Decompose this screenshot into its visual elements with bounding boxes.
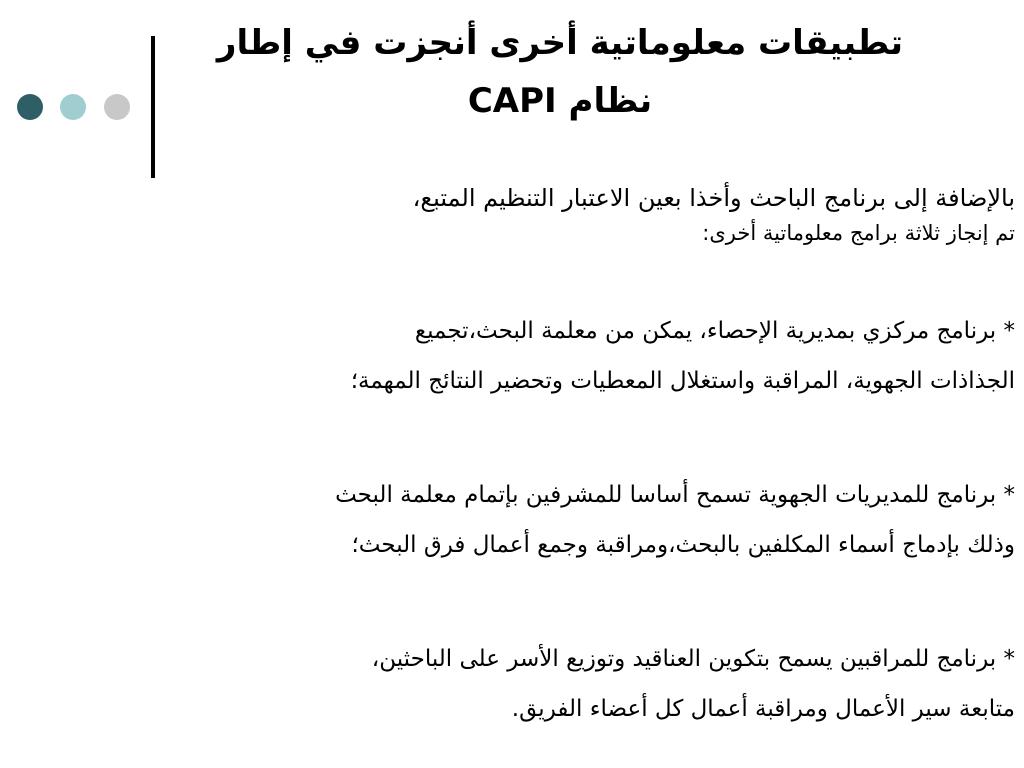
intro-line-1: بالإضافة إلى برنامج الباحث وأخذا بعين الاعتبار التنظيم المتبع،: [412, 184, 1015, 212]
slide-body: [155, 178, 1015, 734]
bullet-line: * برنامج مركزي بمديرية الإحصاء، يمكن من معلمة البحث،تجميع: [414, 318, 1015, 344]
slide-title-line-2: نظام CAPI: [467, 81, 653, 121]
decorative-dot-gray: [104, 94, 130, 120]
slide-title-line-1: تطبيقات معلوماتية أخرى أنجزت في إطار: [216, 23, 904, 63]
slide-title: [170, 14, 950, 130]
bullet-item-regional-program: [155, 470, 1015, 570]
decorative-dot-dark: [17, 94, 43, 120]
intro-line-2: تم إنجاز ثلاثة برامج معلوماتية أخرى:: [702, 221, 1015, 245]
bullet-item-central-program: [155, 306, 1015, 406]
title-divider-line: [151, 36, 155, 178]
bullet-line: * برنامج للمديريات الجهوية تسمح أساسا للمشرفين بإتمام معلمة البحث: [335, 482, 1015, 508]
bullet-line: الجذاذات الجهوية، المراقبة واستغلال المعطيات وتحضير النتائج المهمة؛: [350, 368, 1015, 394]
decorative-dot-teal: [60, 94, 86, 120]
bullet-line: * برنامج للمراقبين يسمح بتكوين العناقيد وتوزيع الأسر على الباحثين،: [371, 646, 1015, 672]
bullet-line: متابعة سير الأعمال ومراقبة أعمال كل أعضاء الفريق.: [511, 696, 1015, 722]
intro-paragraph: [155, 178, 1015, 248]
bullet-line: وذلك بإدماج أسماء المكلفين بالبحث،ومراقبة وجمع أعمال فرق البحث؛: [351, 532, 1015, 558]
bullet-item-supervisor-program: [155, 634, 1015, 734]
